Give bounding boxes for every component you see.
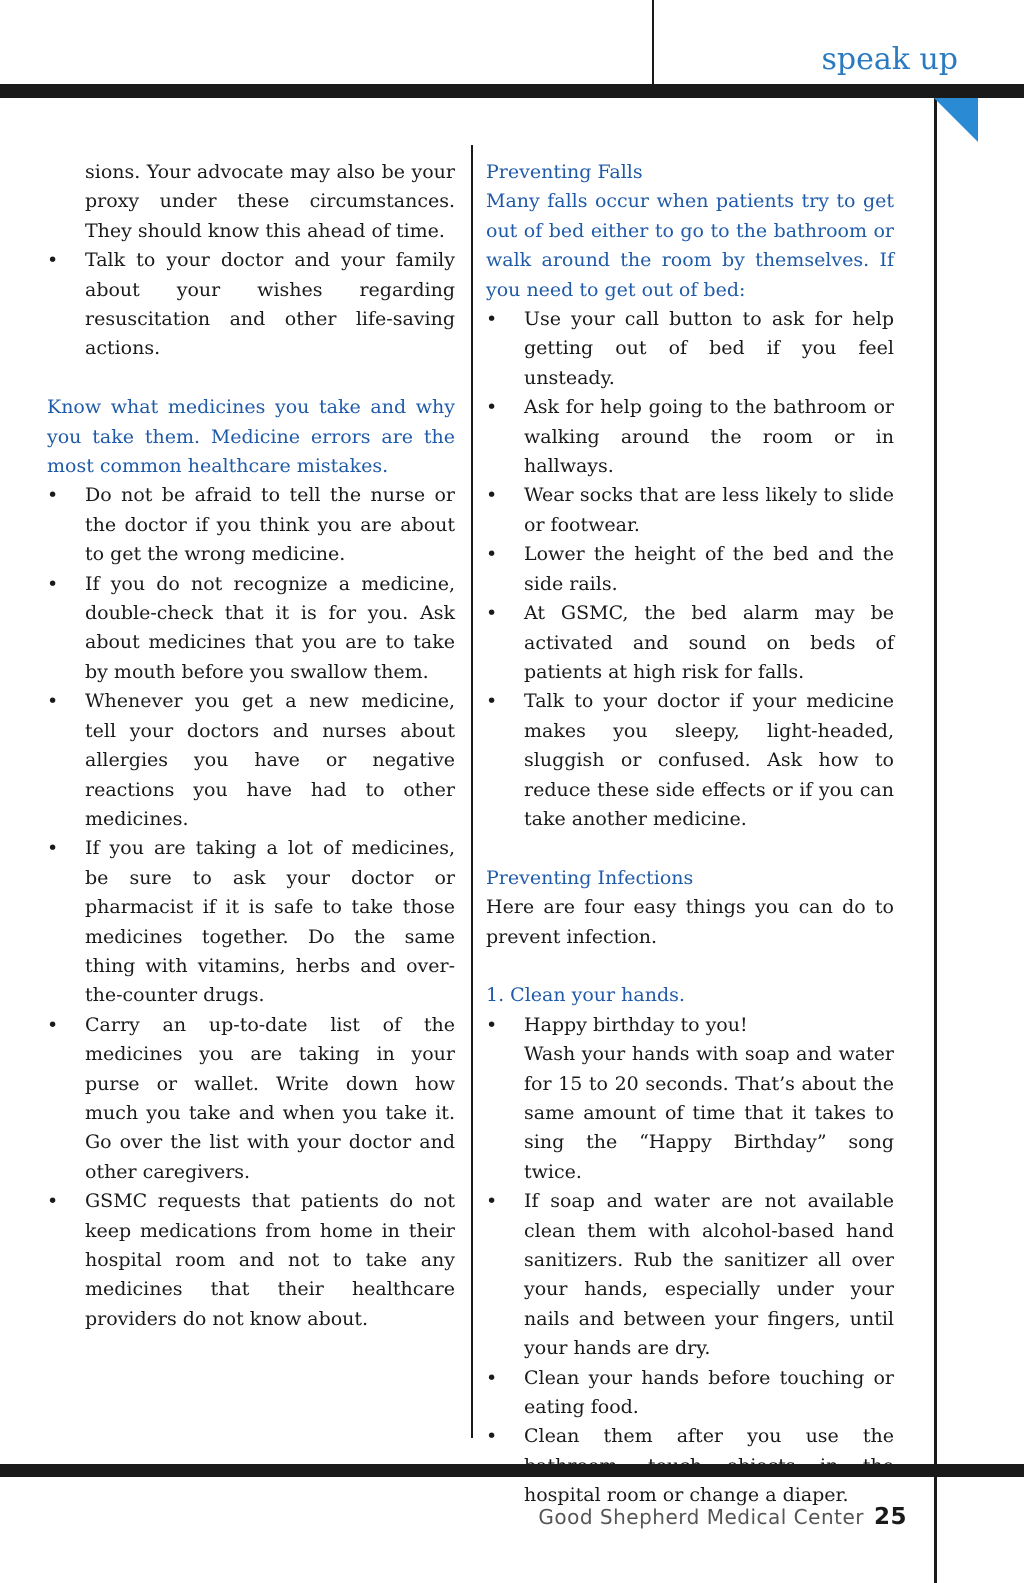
infections-heading: Preventing Infections [486,866,694,889]
bullet-icon: • [47,572,59,595]
page-number: 25 [873,1504,907,1530]
list-item: • Talk to your doctor if your medicine makes you sleepy, light-headed, sluggish or confused. Ask how to reduce these side effects or if you can take another medicine. [486,687,894,834]
bullet-icon: • [47,690,59,713]
list-item: • Carry an up-to-date list of the medicines you are taking in your purse or wallet. Write down how much you take and when you take it. Go over the list with your doctor and other caregivers. [47,1011,455,1187]
medicines-bullet-list [47,481,455,1334]
list-item: • Do not be afraid to tell the nurse or the doctor if you think you are about to get the wrong medicine. [47,481,455,569]
medicines-heading: Know what medicines you take and why you take them. Medicine errors are the most common healthcare mistakes. [47,396,455,478]
list-item: • At GSMC, the bed alarm may be activated and sound on beds of patients at high risk for falls. [486,599,894,687]
right-edge-rule [934,98,937,1583]
bullet-icon: • [47,837,59,860]
header-divider-line [652,0,654,84]
list-item: • If you are taking a lot of medicines, be sure to ask your doctor or pharmacist if it is safe to take those medicines together. Do the same thing with vitamins, herbs and over-the-counter drugs. [47,834,455,1010]
bullet-icon: • [486,396,498,419]
bullet-icon: • [486,690,498,713]
falls-bullet-list [486,305,894,834]
falls-intro: Many falls occur when patients try to get out of bed either to go to the bathroom or walk around the room by themselves. If you need to get out of bed: [486,190,894,301]
list-item: • GSMC requests that patients do not keep medications from home in their hospital room and not to take any medicines that their healthcare providers do not know about. [47,1187,455,1334]
bottom-bar [0,1464,1024,1477]
left-column [47,158,455,1334]
bullet-icon: • [47,249,59,272]
infections-intro: Here are four easy things you can do to prevent infection. [486,896,894,948]
bullet-icon: • [486,602,498,625]
column-divider [471,145,473,1438]
continuation-text: sions. Your advocate may also be your proxy under these circumstances. They should know this ahead of time. [85,161,455,242]
list-item: • Use your call button to ask for help getting out of bed if you feel unsteady. [486,305,894,393]
bullet-icon: • [47,1013,59,1036]
hands-heading: 1. Clean your hands. [486,984,685,1007]
list-item: • Clean them after you use the hospital room or change a diaper. [486,1422,894,1510]
bullet-icon: • [486,543,498,566]
falls-heading: Preventing Falls [486,161,643,183]
bullet-icon: • [47,484,59,507]
bullet-icon: • [486,484,498,507]
right-column [486,158,894,1511]
bullet-icon: • [486,1366,498,1389]
bullet-icon: • [486,308,498,331]
list-item: • Whenever you get a new medicine, tell your doctors and nurses about allergies you have or negative reactions you have had to other medicines. [47,687,455,834]
section-label: speak up [821,42,958,77]
list-item: • If soap and water are not available clean them with alcohol-based hand sanitizers. Rub the sanitizer all over your hands, especially under your nails and between your fingers, until your hands are dry. [486,1187,894,1363]
list-item: • Clean your hands before touching or eating food. [486,1364,894,1423]
bullet-icon: • [47,1190,59,1213]
hands-bullet-list [486,1011,894,1511]
top-bar [0,84,1024,98]
list-item: • Happy birthday to you! Wash your hands with soap and water for 15 to 20 seconds. That’s about the same amount of time that it takes to sing the “Happy Birthday” song twice. [486,1011,894,1187]
list-item: • Ask for help going to the bathroom or walking around the room or in hallways. [486,393,894,481]
list-item: • If you do not recognize a medicine, double-check that it is for you. Ask about medicines that you are to take by mouth before you swallow them. [47,570,455,688]
list-item: • Wear socks that are less likely to slide or footwear. [486,481,894,540]
footer-organization: Good Shepherd Medical Center [538,1505,864,1529]
bullet-icon: • [486,1013,498,1036]
list-item: • Lower the height of the bed and the side rails. [486,540,894,599]
list-item: • Talk to your doctor and your family about your wishes regarding resuscitation and other life-saving actions. [47,246,455,364]
bullet-icon: • [486,1190,498,1213]
corner-triangle [934,98,978,142]
footer [538,1504,907,1530]
intro-bullet-list [47,246,455,364]
bullet-icon: • [486,1425,498,1448]
